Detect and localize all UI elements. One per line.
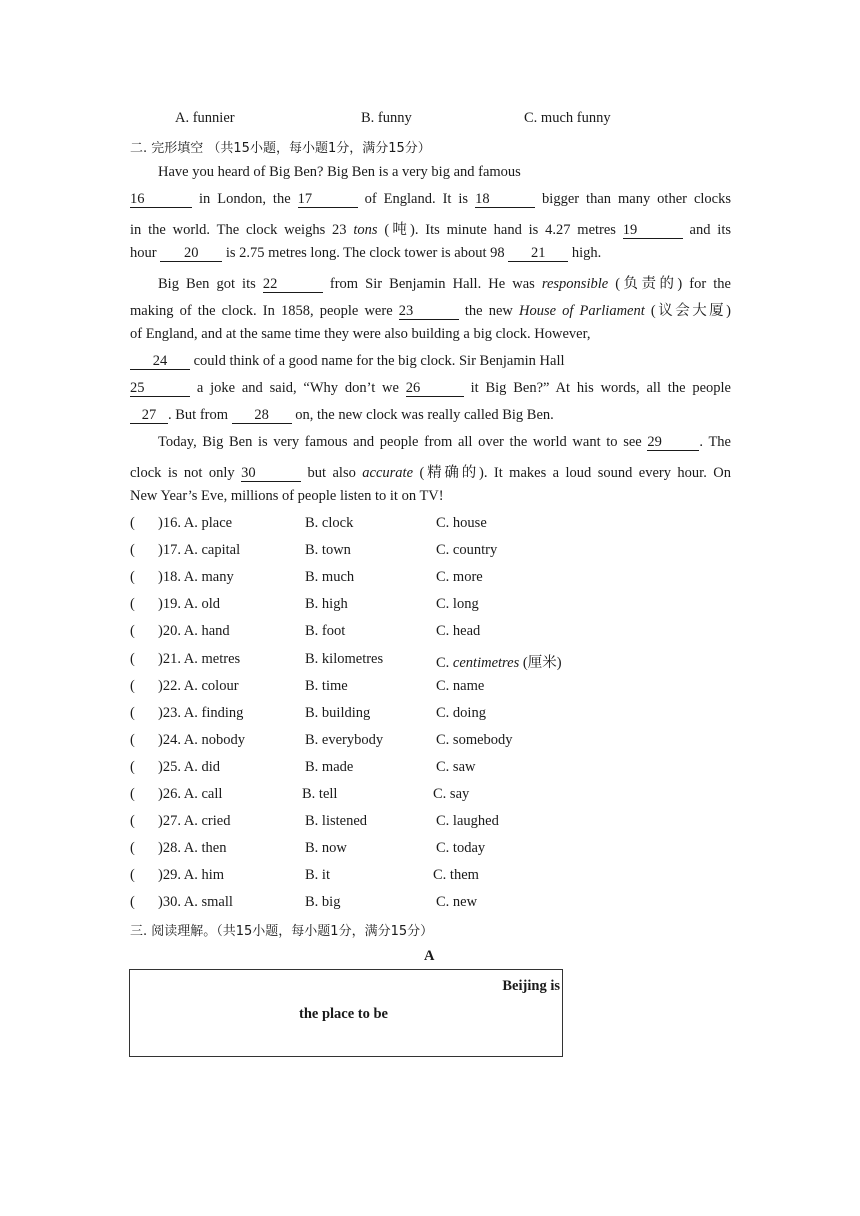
p2-line2: making of the clock. In 1858, people were 23 the new House of Parliament (议会大厦) bbox=[130, 303, 731, 319]
question-option-b: B. high bbox=[305, 596, 348, 613]
answer-paren[interactable]: ( bbox=[130, 867, 135, 884]
question-option-a: )29. A. him bbox=[158, 867, 225, 884]
question-option-a: )25. A. did bbox=[158, 758, 221, 775]
answer-paren[interactable]: ( bbox=[130, 569, 135, 586]
prev-option-a: A. funnier bbox=[175, 110, 235, 126]
question-option-c: C. new bbox=[436, 894, 478, 911]
question-option-b: B. kilometres bbox=[305, 650, 384, 667]
box-line2: the place to be bbox=[299, 1006, 388, 1022]
question-option-c: C. head bbox=[436, 623, 481, 640]
blank-23: 23 bbox=[399, 304, 459, 320]
question-option-a: )22. A. colour bbox=[158, 677, 239, 694]
question-option-a: )16. A. place bbox=[158, 515, 233, 531]
blank-30: 30 bbox=[241, 466, 301, 482]
question-option-a: )27. A. cried bbox=[158, 813, 231, 830]
option-c-gloss: (厘米) bbox=[519, 654, 562, 671]
question-option-c: C. somebody bbox=[436, 731, 513, 748]
question-option-b: B. much bbox=[305, 569, 355, 586]
box-line1: Beijing is bbox=[502, 978, 560, 994]
reading-passage-box bbox=[129, 969, 563, 1057]
question-option-a: )19. A. old bbox=[158, 596, 221, 613]
answer-paren[interactable]: ( bbox=[130, 758, 135, 775]
question-option-a: )21. A. metres bbox=[158, 650, 241, 667]
question-option-b: B. time bbox=[305, 677, 348, 694]
question-option-c: C. country bbox=[436, 542, 498, 559]
answer-paren[interactable]: ( bbox=[130, 650, 135, 667]
question-option-b: B. listened bbox=[305, 813, 368, 830]
prev-option-b: B. funny bbox=[361, 110, 412, 126]
p2-line4: 24 could think of a good name for the big clock. Sir Benjamin Hall bbox=[130, 353, 731, 370]
answer-paren[interactable]: ( bbox=[130, 704, 135, 721]
section2-heading: 二. 完形填空 （共15小题，每小题1分，满分15分） bbox=[130, 141, 431, 156]
question-option-a: )24. A. nobody bbox=[158, 731, 245, 748]
question-option-b: B. everybody bbox=[305, 731, 384, 748]
p3-line1: Today, Big Ben is very famous and people from all over the world want to see 29 . The bbox=[158, 434, 731, 450]
question-option-a: )30. A. small bbox=[158, 894, 233, 911]
question-option-b: B. made bbox=[305, 758, 354, 775]
answer-paren[interactable]: ( bbox=[130, 894, 135, 911]
answer-paren[interactable]: ( bbox=[130, 840, 135, 857]
question-option-c: C. centimetres (厘米) bbox=[436, 654, 562, 671]
question-option-b: B. clock bbox=[305, 515, 354, 531]
blank-29: 29 bbox=[647, 435, 699, 451]
question-option-a: )28. A. then bbox=[158, 840, 227, 857]
part-label: A bbox=[424, 948, 435, 964]
question-option-a: )23. A. finding bbox=[158, 704, 244, 721]
blank-28: 28 bbox=[232, 408, 292, 424]
option-c-italic: centimetres bbox=[452, 654, 520, 671]
answer-paren[interactable]: ( bbox=[130, 515, 135, 531]
question-option-c: C. more bbox=[436, 569, 483, 586]
answer-paren[interactable]: ( bbox=[130, 786, 135, 802]
question-option-b: B. big bbox=[305, 894, 341, 911]
answer-paren[interactable]: ( bbox=[130, 731, 135, 748]
blank-19: 19 bbox=[623, 223, 683, 239]
blank-27: 27 bbox=[130, 408, 168, 424]
question-option-c: C. today bbox=[436, 840, 486, 857]
question-option-a: )20. A. hand bbox=[158, 623, 230, 640]
question-option-a: )18. A. many bbox=[158, 569, 234, 586]
question-option-b: B. it bbox=[305, 867, 330, 884]
p1-line2: 16 in London, the 17 of England. It is 18 bigger than many other clocks bbox=[130, 191, 731, 207]
section3-heading: 三. 阅读理解。（共15小题，每小题1分，满分15分） bbox=[130, 924, 434, 939]
question-option-b: B. building bbox=[305, 704, 371, 721]
blank-20: 20 bbox=[160, 246, 222, 262]
question-option-b: B. tell bbox=[302, 786, 338, 802]
question-option-a: )26. A. call bbox=[158, 786, 223, 802]
p2-line3: of England, and at the same time they were also building a big clock. However, bbox=[130, 326, 591, 342]
question-option-c: C. name bbox=[436, 677, 485, 694]
answer-paren[interactable]: ( bbox=[130, 677, 135, 694]
p1-line4: hour 20 is 2.75 metres long. The clock tower is about 98 21 high. bbox=[130, 245, 602, 261]
question-option-c: C. laughed bbox=[436, 813, 499, 830]
blank-22: 22 bbox=[263, 277, 323, 293]
question-option-b: B. town bbox=[305, 542, 351, 559]
question-option-c: C. long bbox=[436, 596, 479, 613]
answer-paren[interactable]: ( bbox=[130, 813, 135, 830]
question-option-c: C. house bbox=[436, 515, 487, 531]
blank-18: 18 bbox=[475, 192, 535, 208]
p1-line1: Have you heard of Big Ben? Big Ben is a very big and famous bbox=[158, 164, 521, 180]
question-option-b: B. foot bbox=[305, 623, 346, 640]
question-option-b: B. now bbox=[305, 840, 347, 857]
blank-24: 24 bbox=[130, 354, 190, 370]
answer-paren[interactable]: ( bbox=[130, 596, 135, 613]
answer-paren[interactable]: ( bbox=[130, 623, 135, 640]
answer-paren[interactable]: ( bbox=[130, 542, 135, 559]
question-option-c: C. doing bbox=[436, 704, 486, 721]
p2-line1: Big Ben got its 22 from Sir Benjamin Hall. He was responsible (负责的) for the bbox=[158, 276, 731, 292]
blank-21: 21 bbox=[508, 246, 568, 262]
p3-line2: clock is not only 30 but also accurate (精确的). It makes a loud sound every hour. On bbox=[130, 465, 731, 481]
p2-line5: 25 a joke and said, “Why don’t we 26 it Big Ben?” At his words, all the people bbox=[130, 380, 731, 396]
question-option-a: )17. A. capital bbox=[158, 542, 241, 559]
prev-option-c: C. much funny bbox=[524, 110, 611, 126]
blank-26: 26 bbox=[406, 381, 464, 397]
question-option-c: C. them bbox=[433, 867, 479, 884]
p2-line6: 27 . But from 28 on, the new clock was really called Big Ben. bbox=[130, 407, 731, 424]
question-option-c: C. say bbox=[433, 786, 470, 802]
blank-16: 16 bbox=[130, 192, 192, 208]
blank-17: 17 bbox=[298, 192, 358, 208]
p3-line3: New Year’s Eve, millions of people listen to it on TV! bbox=[130, 488, 444, 504]
p1-line3: in the world. The clock weighs 23 tons (吨). Its minute hand is 4.27 metres 19 and its bbox=[130, 222, 731, 238]
blank-25: 25 bbox=[130, 381, 190, 397]
question-option-c: C. saw bbox=[436, 758, 476, 775]
